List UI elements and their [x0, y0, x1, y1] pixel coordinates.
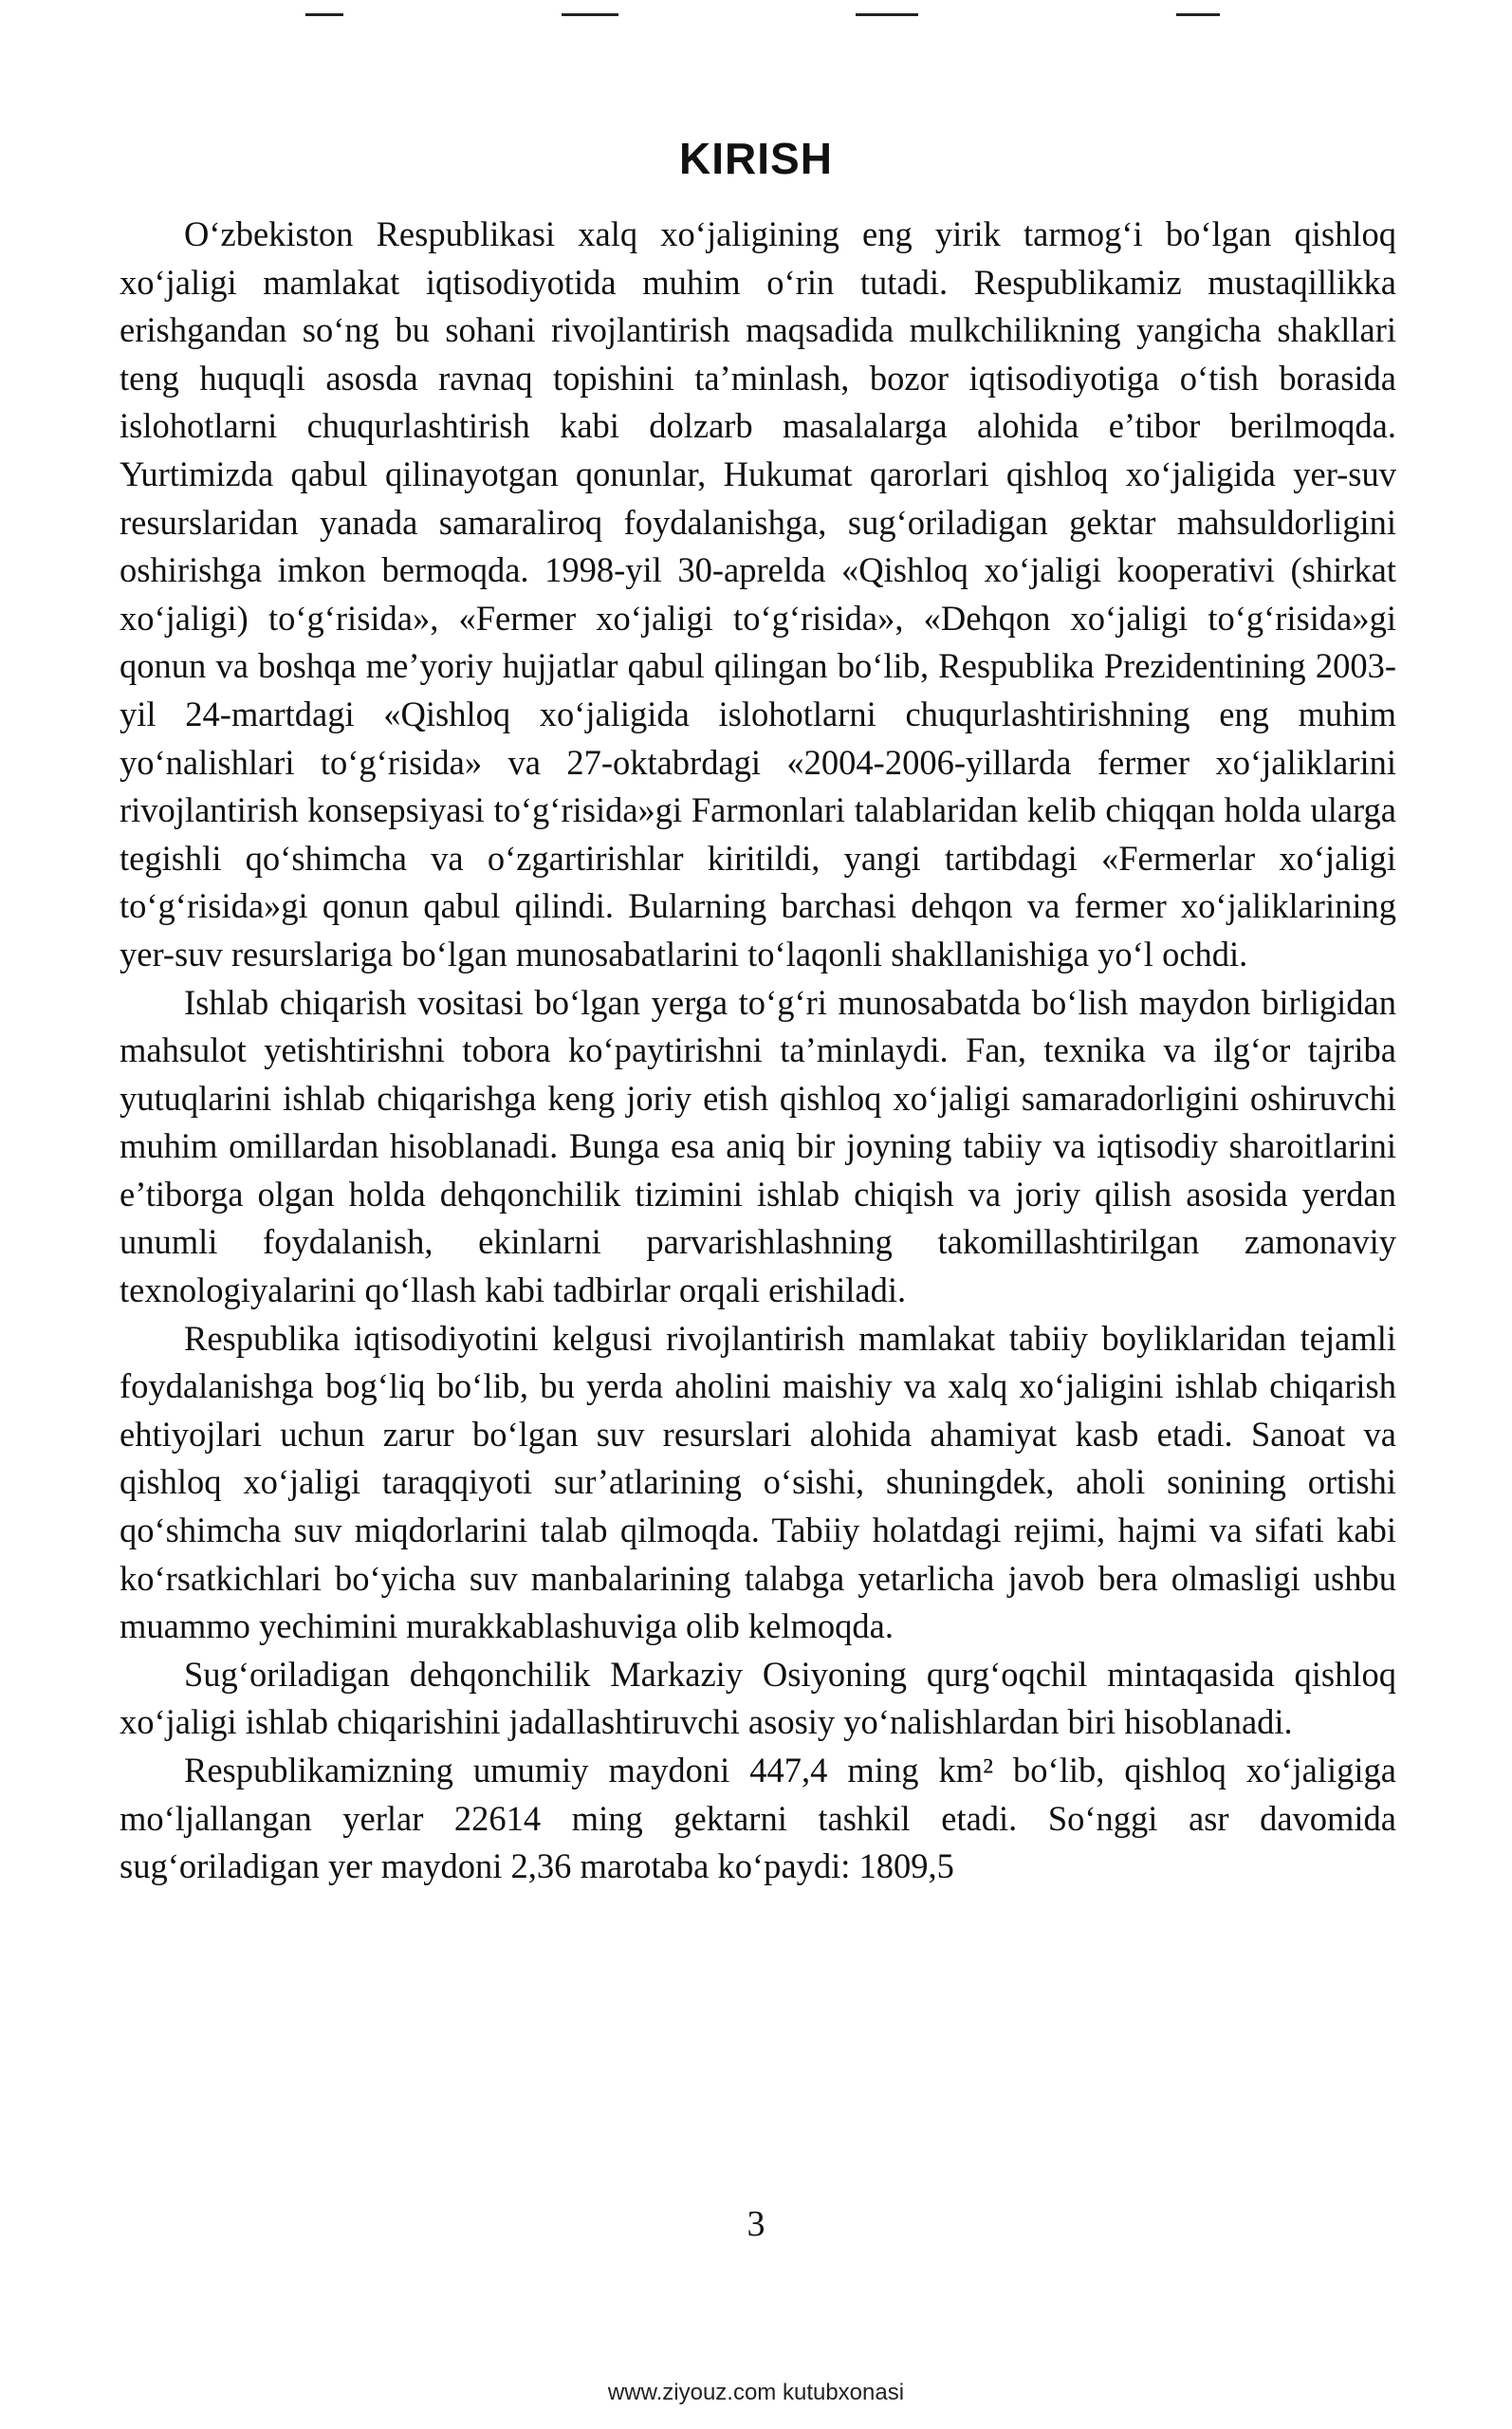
paragraph: Ishlab chiqarish vositasi bo‘lgan yerga to‘g‘ri munosabatda bo‘lish maydon birligidan mahsulot yetishtirishni tobora ko‘paytirishni ta’minlaydi. Fan, texnika va ilg‘or tajriba yutuqlarini ishlab chiqarishga keng joriy etish qishloq xo‘jaligi samaradorligini oshiruvchi muhim omillardan hisoblanadi. Bunga esa aniq bir joyning tabiiy va iqtisodiy sharoitlarini e’tiborga olgan holda dehqonchilik tizimini ishlab chiqish va joriy qilish asosida yerdan unumli foydalanish, ekinlarni parvarishlashning takomillashtirilgan zamonaviy texnologiyalarini qo‘llash kabi tadbirlar orqali erishiladi.: [120, 982, 1396, 1310]
header-rule: [856, 13, 918, 16]
body-text: [120, 211, 1396, 1891]
footer-source-link[interactable]: www.ziyouz.com kutubxonasi: [607, 2380, 905, 2405]
header-rule: [305, 13, 343, 16]
page-title: KIRISH: [679, 134, 833, 183]
page-number: 3: [747, 2204, 765, 2244]
header-rule: [1176, 13, 1220, 16]
paragraph: Respublika iqtisodiyotini kelgusi rivojlantirish mamlakat tabiiy boyliklaridan tejamli foydalanishga bog‘liq bo‘lib, bu yerda aholini maishiy va xalq xo‘jaligini ishlab chiqarish ehtiyojlari uchun zarur bo‘lgan suv resurslari alohida ahamiyat kasb etadi. Sanoat va qishloq xo‘jaligi taraqqiyoti sur’atlarining o‘sishi, shuningdek, aholi sonining ortishi qo‘shimcha suv miqdorlarini talab qilmoqda. Tabiiy holatdagi rejimi, hajmi va sifati kabi ko‘rsatkichlari bo‘yicha suv manbalarining talabga yetarlicha javob bera olmasligi ushbu muammo yechimini murakkablashuviga olib kelmoqda.: [120, 1318, 1396, 1646]
paragraph: O‘zbekiston Respublikasi xalq xo‘jaligining eng yirik tarmog‘i bo‘lgan qishloq xo‘jaligi mamlakat iqtisodiyotida muhim o‘rin tutadi. Respublikamiz mustaqillikka erishgandan so‘ng bu sohani rivojlantirish maqsadida mulkchilikning yangicha shakllari teng huquqli asosda ravnaq topishini ta’minlash, bozor iqtisodiyotiga o‘tish borasida islohotlarni chuqurlashtirish kabi dolzarb masalalarga alohida e’tibor berilmoqda. Yurtimizda qabul qilinayotgan qonunlar, Hukumat qarorlari qishloq xo‘jaligida yer-suv resurslaridan yanada samaraliroq foydalanishga, sug‘oriladigan gektar mahsuldorligini oshirishga imkon bermoqda. 1998-yil 30-aprelda «Qishloq xo‘jaligi kooperativi (shirkat xo‘jaligi) to‘g‘risida», «Fermer xo‘jaligi to‘g‘risida», «Dehqon xo‘jaligi to‘g‘risida»gi qonun va boshqa me’yoriy hujjatlar qabul qilingan bo‘lib, Respublika Prezidentining 2003-yil 24-martdagi «Qishloq xo‘jaligida islohotlarni chuqurlashtirishning eng muhim yo‘nalishlari to‘g‘risida» va 27-oktabrdagi «2004-2006-yillarda fermer xo‘jaliklarini rivojlantirish konsepsiyasi to‘g‘risida»gi Farmonlari talablaridan kelib chiqqan holda ularga tegishli qo‘shimcha va o‘zgartirishlar kiritildi, yangi tartibdagi «Fermerlar xo‘jaligi to‘g‘risida»gi qonun qabul qilindi. Bularning barchasi dehqon va fermer xo‘jaliklarining yer-suv resurslariga bo‘lgan munosabatlarini to‘laqonli shakllanishiga yo‘l ochdi.: [120, 214, 1396, 973]
top-header-marks: [0, 0, 1512, 28]
paragraph: Sug‘oriladigan dehqonchilik Markaziy Osiyoning qurg‘oqchil mintaqasida qishloq xo‘jaligi ishlab chiqarishini jadallashtiruvchi asosiy yo‘nalishlardan biri hisoblanadi.: [120, 1654, 1396, 1742]
paragraph: Respublikamizning umumiy maydoni 447,4 ming km² bo‘lib, qishloq xo‘jaligiga mo‘ljallangan yerlar 22614 ming gektarni tashkil etadi. So‘nggi asr davomida sug‘oriladigan yer maydoni 2,36 marotaba ko‘paydi: 1809,5: [120, 1751, 1396, 1886]
header-rule: [562, 13, 618, 16]
